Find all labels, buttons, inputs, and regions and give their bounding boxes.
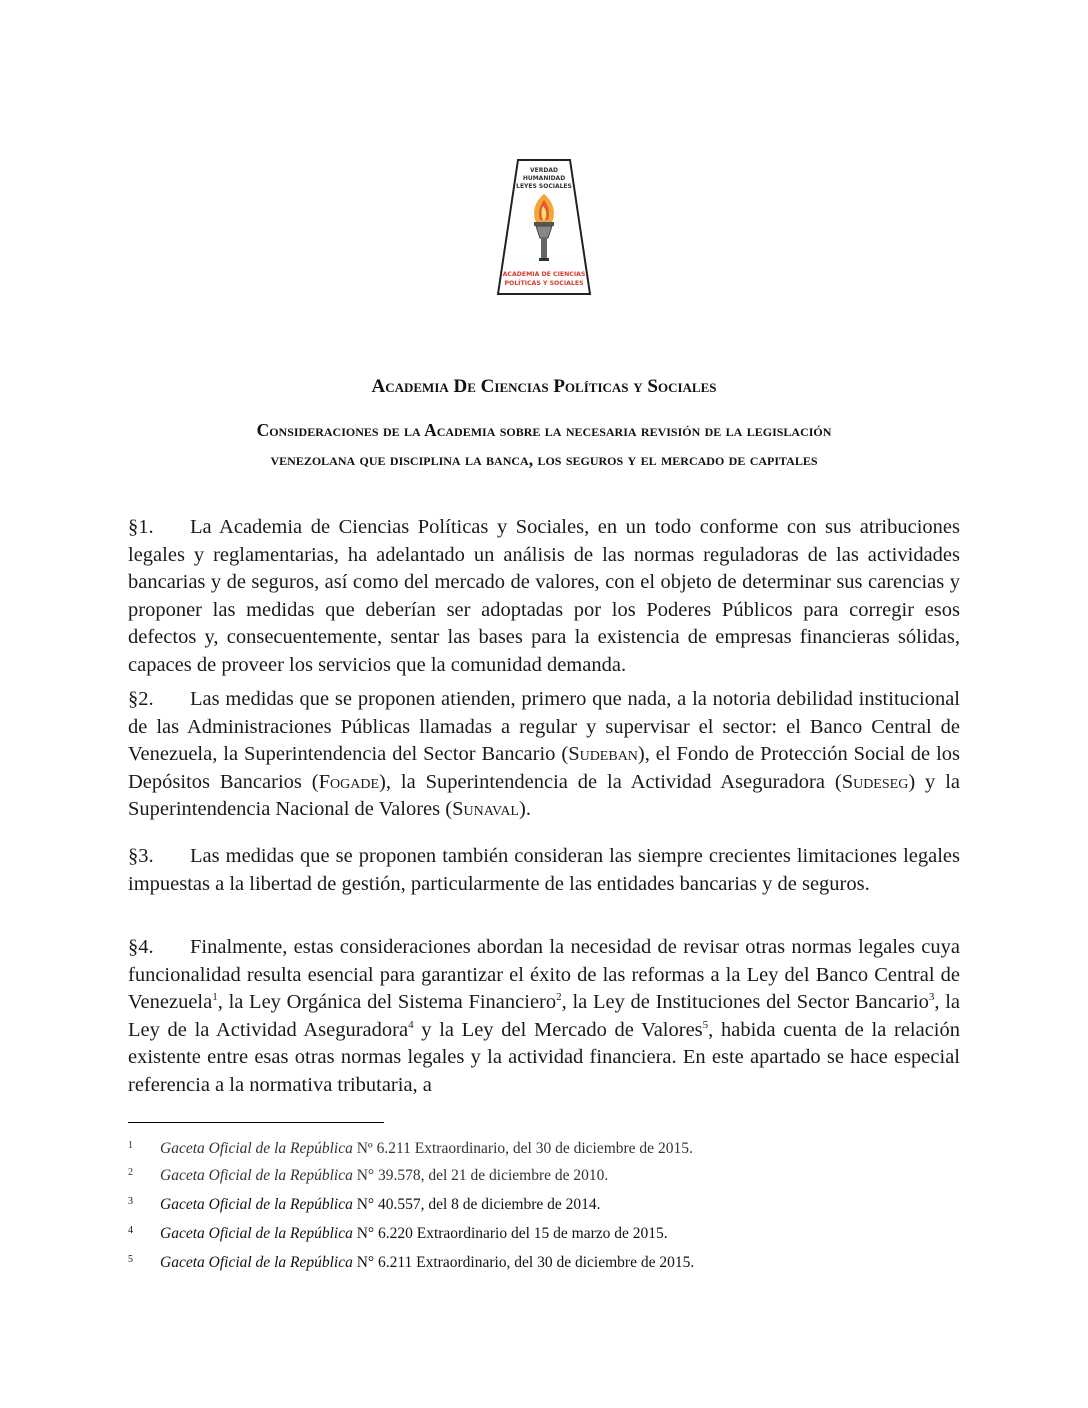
paragraph-text: , la Ley de la Actividad Aseguradora	[128, 991, 961, 1041]
abbreviation: Sunaval	[452, 798, 519, 820]
paragraph-text: ).	[519, 798, 531, 820]
paragraph-text: , la Ley Orgánica del Sistema Financiero	[217, 991, 557, 1013]
subtitle-line-2: venezolana que disciplina la banca, los seguros y el mercado de capitales	[270, 449, 818, 469]
footnote-number: 4	[128, 1225, 133, 1236]
paragraph-text: ) y la Superintendencia Nacional de Valores (	[128, 770, 960, 820]
footnote-text: N° 6.211 Extraordinario, del 30 de diciembre de 2015.	[352, 1254, 695, 1271]
footnote-source: Gaceta Oficial de la República	[160, 1196, 353, 1213]
footnote-number: 5	[128, 1254, 133, 1265]
footnote-text: N° 6.220 Extraordinario del 15 de marzo de 2015.	[352, 1225, 668, 1242]
footnote-ref-5[interactable]: 5	[702, 1018, 709, 1031]
logo-name-line1: ACADEMIA DE CIENCIAS	[502, 271, 586, 278]
footnote-ref-1[interactable]: 1	[212, 991, 218, 1004]
paragraph-text: La Academia de Ciencias Políticas y Sociales, en un todo conforme con sus atribuciones legales y reglamentarias, ha adelantado un análisis de las normas reguladoras de las actividades bancarias y de seguros, así como del mercado de valores, con el objeto de determinar sus carencias y proponer las medidas que deberían ser adoptadas por los Poderes Públicos para corregir esos defectos y, consecuentemente, sentar las bases para la existencia de empresas financieras sólidas, capaces de proveer los servicios que la comunidad demanda.	[128, 516, 960, 676]
paragraph-3	[128, 843, 960, 898]
paragraph-number: §3.	[128, 845, 154, 867]
paragraph-number: §1.	[128, 516, 154, 538]
abbreviation: Fogade	[318, 770, 380, 793]
footnote-text: Nº 6.211 Extraordinario, del 30 de diciembre de 2015.	[352, 1140, 693, 1157]
paragraph-1	[128, 514, 960, 679]
footnote-number: 3	[128, 1196, 133, 1207]
paragraph-2	[128, 686, 960, 824]
paragraph-text: , habida cuenta de la relación existente entre esas otras normas legales y la actividad financiera. En este apartado se hace especial referencia a la normativa tributaria, a	[128, 1018, 961, 1096]
footnote-text: N° 39.578, del 21 de diciembre de 2010.	[352, 1167, 609, 1184]
paragraph-text: y la Ley del Mercado de Valores	[413, 1018, 703, 1041]
academy-logo	[496, 158, 592, 296]
footnote-text: N° 40.557, del 8 de diciembre de 2014.	[352, 1196, 601, 1213]
footnote-source: Gaceta Oficial de la República	[160, 1167, 353, 1184]
abbreviation: Sudeseg	[841, 770, 909, 793]
paragraph-text: ), la Superintendencia de la Actividad Aseguradora (	[379, 770, 842, 793]
paragraph-text: Finalmente, estas consideraciones abordan la necesidad de revisar otras normas legales cuya funcionalidad resulta esencial para garantizar el éxito de las reformas a la Ley del Banco Central de Venezuela	[128, 936, 960, 1013]
paragraph-text: ), el Fondo de Protección Social de los Depósitos Bancarios (	[128, 743, 960, 793]
footnote-source: Gaceta Oficial de la República	[160, 1140, 353, 1157]
document-subtitle	[128, 416, 960, 474]
paragraph-number: §4.	[128, 936, 154, 958]
paragraph-text: , la Ley de Instituciones del Sector Bancario	[561, 991, 929, 1013]
footnote-ref-2[interactable]: 2	[556, 991, 562, 1004]
subtitle-line-1: Consideraciones de la Academia sobre la necesaria revisión de la legislación	[256, 420, 832, 440]
footnote-source: Gaceta Oficial de la República	[160, 1254, 353, 1271]
footnote-number: 2	[128, 1167, 133, 1178]
paragraph-4	[128, 934, 960, 1099]
footnote-divider	[128, 1122, 384, 1123]
footnote-ref-3[interactable]: 3	[928, 991, 935, 1004]
abbreviation: Sudeban	[568, 743, 638, 765]
document-title: Academia De Ciencias Políticas y Sociales	[371, 376, 717, 397]
logo-motto-line2: HUMANIDAD	[522, 175, 566, 182]
logo-motto-line3: LEYES SOCIALES	[516, 183, 572, 190]
logo-motto-line1: VERDAD	[530, 167, 558, 174]
paragraph-text: Las medidas que se proponen también consideran las siempre crecientes limitaciones legales impuestas a la libertad de gestión, particularmente de las entidades bancarias y de seguros.	[128, 845, 960, 895]
paragraph-number: §2.	[128, 688, 154, 710]
footnote-source: Gaceta Oficial de la República	[160, 1225, 353, 1242]
paragraph-text: Las medidas que se proponen atienden, primero que nada, a la notoria debilidad institucional de las Administraciones Públicas llamadas a regular y supervisar el sector: el Banco Central de Venezuela, la Superintendencia del Sector Bancario (	[128, 688, 960, 765]
footnote-ref-4[interactable]: 4	[408, 1018, 414, 1031]
footnote-number: 1	[128, 1140, 133, 1151]
logo-name-line2: POLÍTICAS Y SOCIALES	[504, 280, 584, 287]
